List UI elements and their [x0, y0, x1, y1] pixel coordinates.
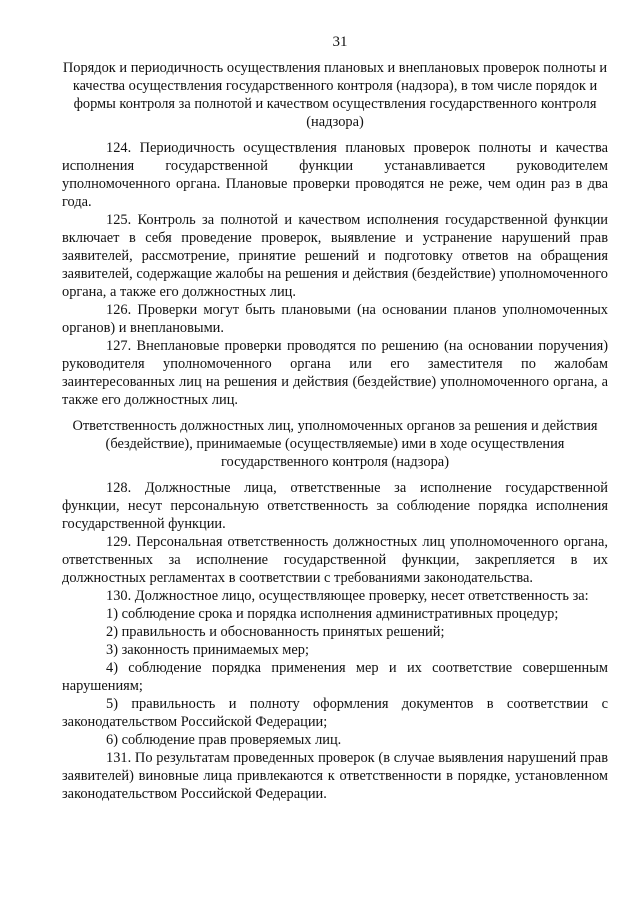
list-item: 3) законность принимаемых мер; [106, 642, 309, 658]
paragraph-128: 128. Должностные лица, ответственные за исполнение государственной функции, несут персональную ответственность за соблюдение порядка исполнения государственной функции. [62, 480, 608, 532]
section-title-responsibility: Ответственность должностных лиц, уполномоченных органов за решения и действия (бездействие), принимаемые (осуществляемые) ими в ходе осуществления государственного контроля (надзора) [72, 418, 598, 470]
page-number: 31 [332, 34, 348, 50]
list-item: 1) соблюдение срока и порядка исполнения административных процедур; [106, 606, 559, 622]
list-item: 6) соблюдение прав проверяемых лиц. [106, 732, 342, 748]
section-title-control: Порядок и периодичность осуществления плановых и внеплановых проверок полноты и качества осуществления государственного контроля (надзора), в том числе порядок и формы контроля за полнотой и качеством осуществления государственного контроля (надзора) [62, 60, 608, 130]
list-item: 5) правильность и полноту оформления документов в соответствии с законодательством Российской Федерации; [62, 696, 608, 730]
list-item: 2) правильность и обоснованность принятых решений; [106, 624, 445, 640]
paragraph-125: 125. Контроль за полнотой и качеством исполнения государственной функции включает в себя проведение проверок, выявление и устранение нарушений прав заявителей, рассмотрение, принятие решений и подготовку ответов на обращения заявителей, содержащие жалобы на решения и действия (бездействие) уполномоченного органа, а также его должностных лиц. [62, 212, 608, 300]
paragraph-124: 124. Периодичность осуществления плановых проверок полноты и качества исполнения государственной функции устанавливается руководителем уполномоченного органа. Плановые проверки проводятся не реже, чем один раз в два года. [62, 140, 608, 210]
list-item: 4) соблюдение порядка применения мер и их соответствие совершенным нарушениям; [62, 660, 608, 694]
paragraph-126: 126. Проверки могут быть плановыми (на основании планов уполномоченных органов) и внеплановыми. [62, 302, 608, 336]
paragraph-130: 130. Должностное лицо, осуществляющее проверку, несет ответственность за: [106, 588, 589, 604]
paragraph-127: 127. Внеплановые проверки проводятся по решению (на основании поручения) руководителя уполномоченного органа или его заместителя по жалобам заинтересованных лиц на решения и действия (бездействие) уполномоченного органа, а также его должностных лиц. [62, 338, 608, 408]
paragraph-129: 129. Персональная ответственность должностных лиц уполномоченного органа, ответственных за исполнение государственной функции, закрепляется в их должностных регламентах в соответствии с требованиями законодательства. [62, 534, 608, 586]
paragraph-131: 131. По результатам проведенных проверок (в случае выявления нарушений прав заявителей) виновные лица привлекаются к ответственности в порядке, установленном законодательством Российской Федерации. [62, 750, 608, 802]
